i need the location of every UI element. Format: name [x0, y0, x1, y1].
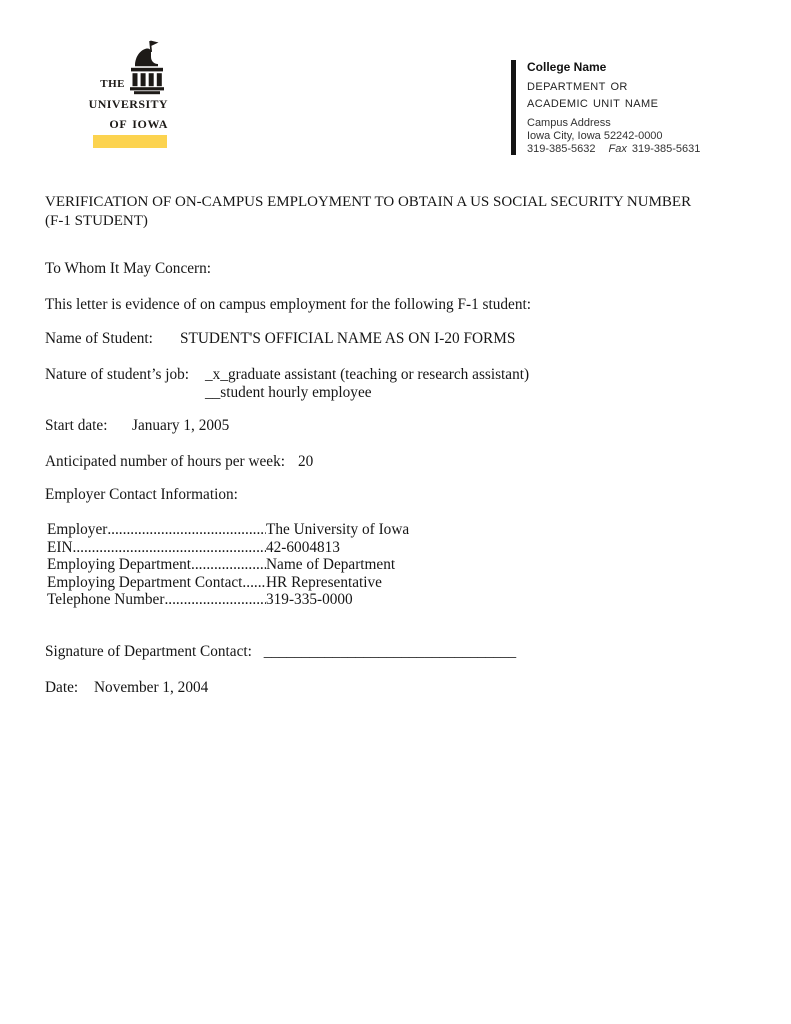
job-option-graduate: _x_graduate assistant (teaching or research assistant): [205, 366, 530, 383]
date-value: November 1, 2004: [94, 679, 209, 696]
college-name: College Name: [527, 60, 607, 74]
department-name-line2: academic unit name: [527, 93, 659, 111]
leader-dots: [107, 521, 266, 539]
student-name-row: [45, 330, 516, 348]
start-date-label: Start date:: [45, 417, 108, 434]
logo-text-the: the: [100, 74, 125, 91]
student-name-label: Name of Student:: [45, 330, 153, 347]
leader-dots: [242, 574, 266, 592]
signature-label: Signature of Department Contact:: [45, 643, 252, 660]
fax-number: 319-385-5631: [631, 142, 701, 155]
fax-label: Fax: [608, 142, 627, 155]
job-nature-label: Nature of student’s job:: [45, 366, 190, 383]
employer-row-label: Employing Department Contact: [47, 573, 243, 591]
hours-label: Anticipated number of hours per week:: [45, 453, 285, 470]
employer-contact-row: [47, 556, 487, 574]
employer-row-label: Telephone Number: [47, 591, 165, 608]
employer-row-value: The University of Iowa: [266, 521, 410, 538]
hours-value: 20: [298, 453, 314, 470]
campus-address: Campus Address: [527, 117, 611, 129]
salutation: To Whom It May Concern:: [45, 260, 212, 277]
employer-contact-list: [47, 521, 547, 609]
letter-title-line2: (F-1 STUDENT): [45, 213, 148, 229]
employer-row-label: Employing Department: [47, 556, 192, 573]
employer-contact-row: [47, 539, 487, 557]
employer-row-label: EIN: [47, 538, 73, 556]
intro-paragraph: This letter is evidence of on campus employment for the following F-1 student:: [45, 296, 531, 313]
phone-number: 319-385-5632: [527, 142, 596, 155]
employer-row-value: HR Representative: [266, 573, 382, 591]
signature-blank-line: _________________________________: [263, 643, 517, 660]
employer-row-label: Employer: [47, 521, 108, 538]
date-label: Date:: [45, 679, 79, 696]
city-state-zip: Iowa City, Iowa 52242-0000: [527, 129, 663, 142]
leader-dots: [73, 539, 267, 557]
employer-row-value: Name of Department: [266, 556, 396, 573]
department-name-line1: department or: [527, 77, 628, 94]
employer-row-value: 319-335-0000: [266, 591, 353, 608]
logo-text-of-iowa: of iowa: [109, 112, 168, 132]
employer-row-value: 42-6004813: [266, 538, 340, 556]
hours-per-week-row: [45, 453, 314, 471]
leader-dots: [191, 556, 266, 574]
leader-dots: [164, 591, 266, 609]
employer-contact-row: [47, 521, 487, 539]
employer-contact-row: [47, 591, 487, 609]
logo-text-university: university: [88, 92, 168, 112]
job-nature-row: [45, 366, 530, 401]
signature-row: [45, 643, 516, 661]
job-option-hourly: __student hourly employee: [205, 384, 372, 401]
letter-title-line1: VERIFICATION OF ON-CAMPUS EMPLOYMENT TO OBTAIN A US SOCIAL SECURITY NUMBER: [45, 194, 692, 210]
start-date-row: [45, 417, 230, 435]
employer-contact-row: [47, 574, 487, 592]
employer-contact-heading: Employer Contact Information:: [45, 486, 238, 503]
date-row: [45, 679, 209, 697]
start-date-value: January 1, 2005: [132, 417, 230, 434]
student-name-value: STUDENT'S OFFICIAL NAME AS ON I-20 FORMS: [180, 330, 516, 347]
